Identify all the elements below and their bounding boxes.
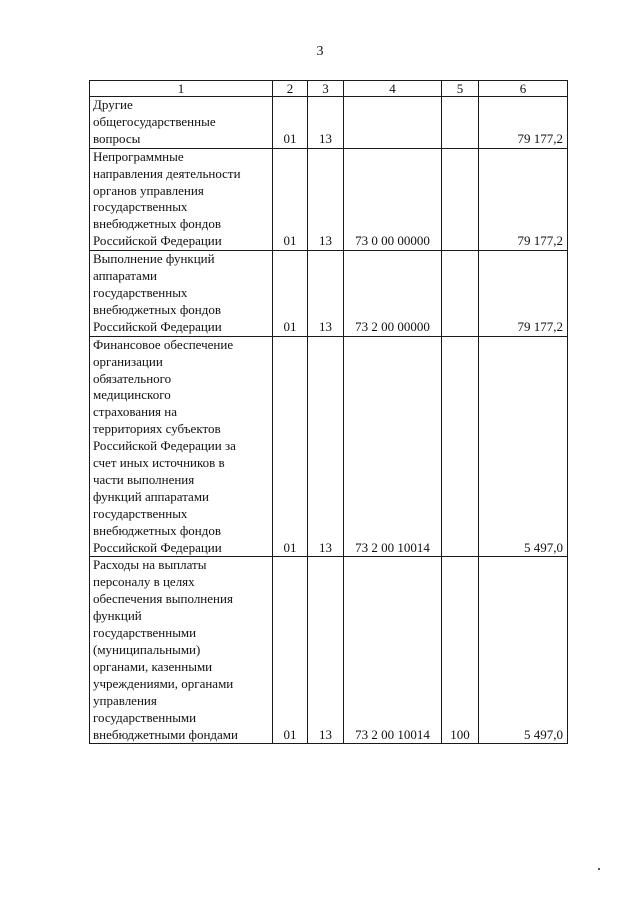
row-name-line: направления деятельности [93,165,241,181]
subsection-cell: 13 [308,336,344,557]
page-number: 3 [316,44,324,59]
header-cell-col6: 6 [479,81,568,97]
row-name-line: Российской Федерации за [93,438,236,454]
amount-cell: 79 177,2 [479,97,568,149]
section-cell: 01 [273,97,308,149]
row-name-line: территориях субъектов [93,421,221,437]
amount-cell: 79 177,2 [479,251,568,337]
row-name-line: функций аппаратами [93,488,210,504]
row-name-line: Российской Федерации [93,233,222,249]
row-name-cell [90,148,273,250]
row-name-line: управления [93,692,157,708]
row-name-line: органами, казенными [93,658,213,674]
row-name-line: организации [93,353,163,369]
row-name-cell [90,557,273,744]
row-name-cell [90,251,273,337]
row-name-line: органов управления [93,182,204,198]
target-item-cell: 73 2 00 10014 [344,557,442,744]
row-name-line: Российской Федерации [93,318,222,334]
table-row [90,557,568,744]
section-cell: 01 [273,336,308,557]
header-cell-col1: 1 [90,81,273,97]
row-name-line: обеспечения выполнения [93,591,233,607]
table-row [90,336,568,557]
row-name-line: государственных [93,199,188,215]
subsection-cell: 13 [308,97,344,149]
section-cell: 01 [273,557,308,744]
row-name-line: государственными [93,709,197,725]
row-name-line: Выполнение функций [93,251,215,267]
target-item-cell: 73 2 00 10014 [344,336,442,557]
row-name-line: внебюджетных фондов [93,301,221,317]
row-name-line: страхования на [93,404,177,420]
header-cell-col3: 3 [308,81,344,97]
row-name-line: вопросы [93,130,141,146]
section-cell: 01 [273,148,308,250]
budget-table-body [90,81,568,744]
row-name-line: общегосударственные [93,113,216,129]
row-name-line: государственных [93,505,188,521]
row-name-cell [90,336,273,557]
subsection-cell: 13 [308,251,344,337]
table-header-row [90,81,568,97]
target-item-cell: 73 2 00 00000 [344,251,442,337]
header-cell-col4: 4 [344,81,442,97]
amount-cell: 5 497,0 [479,557,568,744]
row-name-line: государственных [93,284,188,300]
row-name-line: (муниципальными) [93,642,201,657]
row-name-line: счет иных источников в [93,455,225,471]
row-name-cell [90,97,273,149]
expense-type-cell [442,97,479,149]
table-row [90,97,568,149]
row-name-line: внебюджетными фондами [93,726,238,742]
row-name-line: Финансовое обеспечение [93,336,234,352]
target-item-cell [344,97,442,149]
table-row [90,251,568,337]
row-name-line: аппаратами [93,268,158,284]
row-name-line: персоналу в целях [93,574,195,590]
row-name-line: учреждениями, органами [93,675,234,691]
row-name-line: внебюджетных фондов [93,216,221,232]
row-name-line: части выполнения [93,471,195,487]
expense-type-cell [442,251,479,337]
table-row [90,148,568,250]
budget-table [89,80,568,744]
row-name-line: обязательного [93,370,172,386]
section-cell: 01 [273,251,308,337]
row-name-line: внебюджетных фондов [93,522,221,538]
row-name-line: медицинского [93,387,171,403]
row-name-line: государственными [93,625,197,641]
row-name-line: Российской Федерации [93,539,222,555]
header-cell-col2: 2 [273,81,308,97]
amount-cell: 5 497,0 [479,336,568,557]
row-name-line: Расходы на выплаты [93,557,207,573]
expense-type-cell [442,148,479,250]
amount-cell: 79 177,2 [479,148,568,250]
scan-speck [598,868,600,870]
row-name-line: Непрограммные [93,148,184,164]
row-name-line: функций [93,608,142,624]
expense-type-cell: 100 [442,557,479,744]
subsection-cell: 13 [308,557,344,744]
header-cell-col5: 5 [442,81,479,97]
subsection-cell: 13 [308,148,344,250]
target-item-cell: 73 0 00 00000 [344,148,442,250]
expense-type-cell [442,336,479,557]
row-name-line: Другие [93,97,133,112]
